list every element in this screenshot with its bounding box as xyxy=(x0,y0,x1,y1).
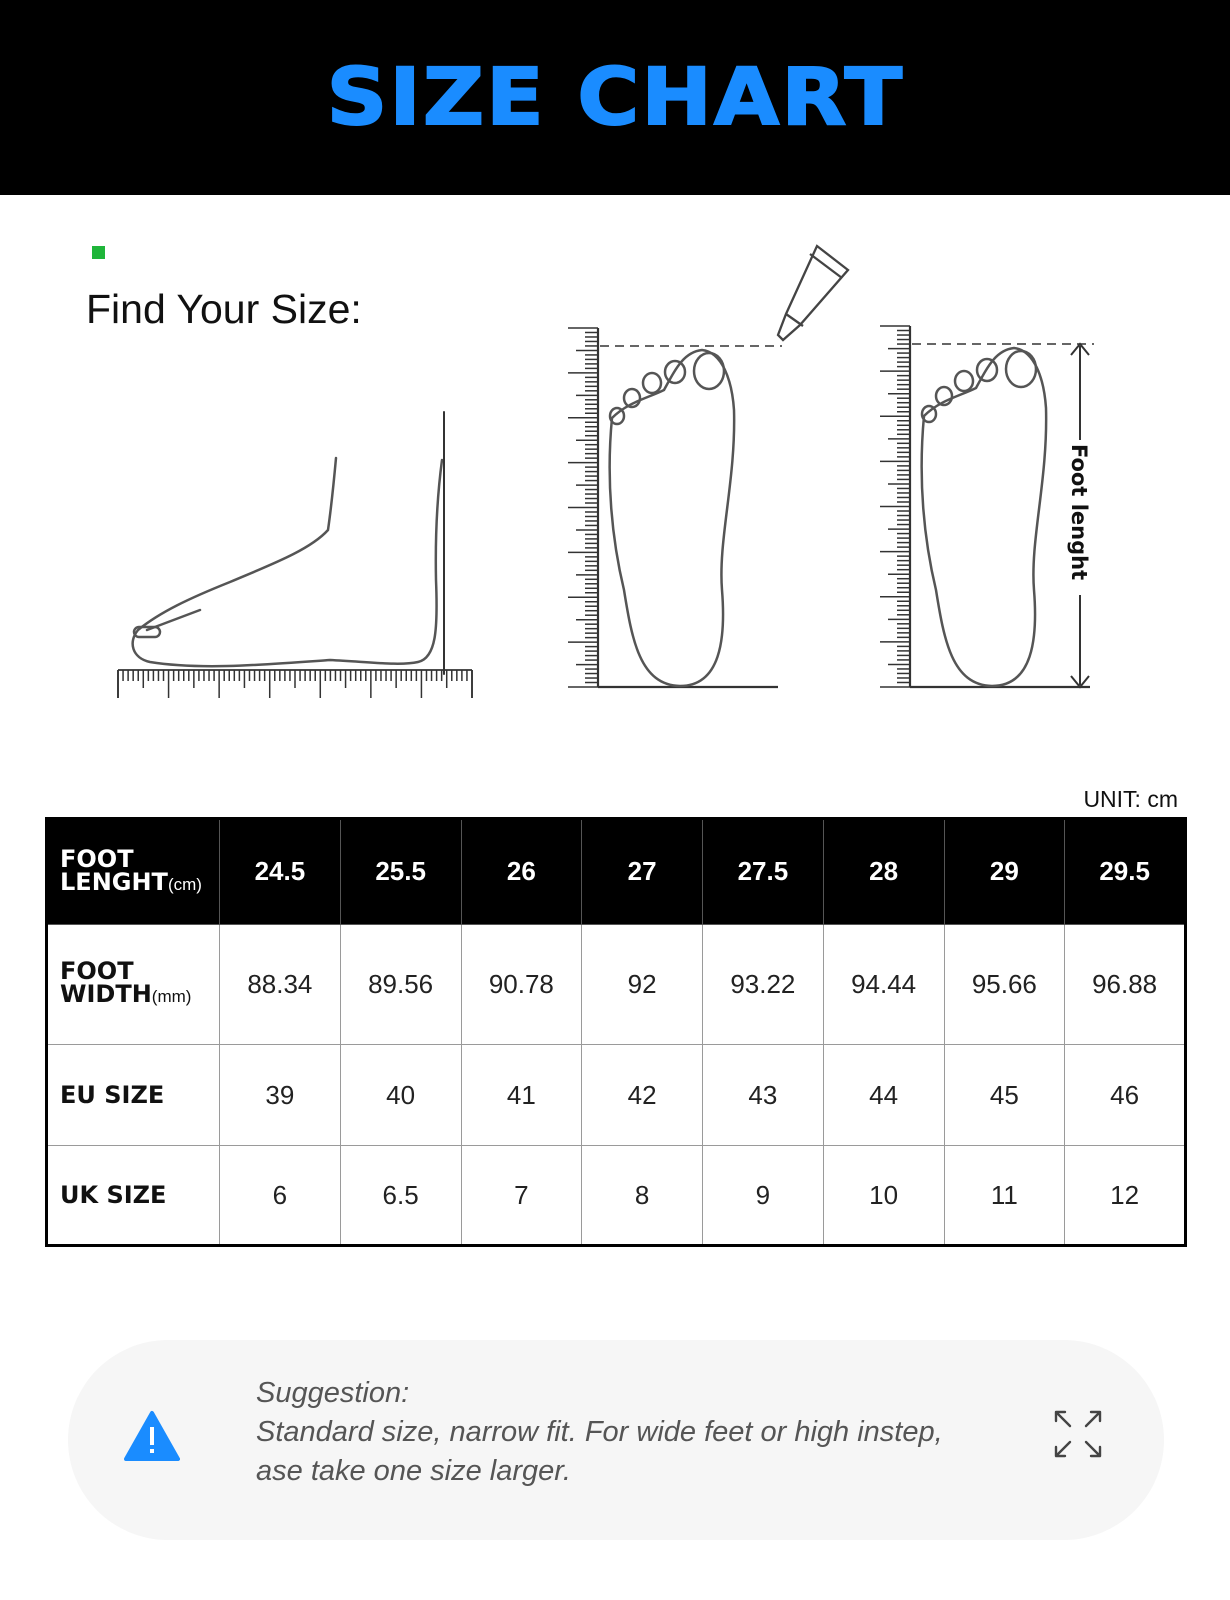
suggestion-line-2: ase take one size larger. xyxy=(256,1455,571,1487)
row-header xyxy=(47,924,220,1044)
row-header-label: UK SIZE xyxy=(60,1180,167,1209)
foot-outline-a xyxy=(610,350,735,686)
table-cell: 26 xyxy=(461,819,582,925)
table-cell: 24.5 xyxy=(220,819,341,925)
foot-outline-b xyxy=(922,348,1047,686)
expand-arrows-icon[interactable] xyxy=(1052,1408,1104,1460)
row-header xyxy=(47,1146,220,1246)
table-cell: 7 xyxy=(461,1146,582,1246)
table-cell: 89.56 xyxy=(340,924,461,1044)
table-cell: 95.66 xyxy=(944,924,1065,1044)
page-title: SIZE CHART xyxy=(326,52,904,143)
table-cell: 10 xyxy=(823,1146,944,1246)
table-cell: 44 xyxy=(823,1044,944,1146)
table-cell: 29 xyxy=(944,819,1065,925)
row-header xyxy=(47,819,220,925)
ruler-foot-b xyxy=(910,326,1094,687)
table-cell: 42 xyxy=(582,1044,703,1146)
table-cell: 25.5 xyxy=(340,819,461,925)
row-header-label: FOOT WIDTH xyxy=(60,957,152,1009)
table-cell: 92 xyxy=(582,924,703,1044)
table-cell: 29.5 xyxy=(1065,819,1186,925)
row-header xyxy=(47,1044,220,1146)
table-cell: 27.5 xyxy=(703,819,824,925)
row-header-label: FOOT LENGHT xyxy=(60,844,168,896)
table-cell: 12 xyxy=(1065,1146,1186,1246)
suggestion-line-1: Standard size, narrow fit. For wide feet or high instep, xyxy=(256,1416,943,1448)
ruler-foot-a xyxy=(598,328,782,687)
table-cell: 93.22 xyxy=(703,924,824,1044)
table-row xyxy=(47,1044,1186,1146)
table-row xyxy=(47,1146,1186,1246)
table-cell: 9 xyxy=(703,1146,824,1246)
unit-label: UNIT: cm xyxy=(1083,786,1178,812)
table-cell: 6 xyxy=(220,1146,341,1246)
table-cell: 96.88 xyxy=(1065,924,1186,1044)
row-header-unit: (mm) xyxy=(151,987,192,1007)
find-size-heading: Find Your Size: xyxy=(86,286,362,332)
foot-measurement-illustration xyxy=(0,240,1230,720)
table-cell: 28 xyxy=(823,819,944,925)
row-header-unit: (cm) xyxy=(167,874,202,894)
side-foot-drawing xyxy=(133,412,444,674)
table-cell: 41 xyxy=(461,1044,582,1146)
foot-length-label: Foot lenght xyxy=(1067,444,1091,581)
table-cell: 94.44 xyxy=(823,924,944,1044)
row-header-label: EU SIZE xyxy=(60,1080,165,1109)
warning-triangle-icon xyxy=(124,1410,180,1462)
header-bar xyxy=(0,0,1230,195)
suggestion-box xyxy=(68,1340,1164,1540)
table-cell: 88.34 xyxy=(220,924,341,1044)
suggestion-title: Suggestion: xyxy=(256,1377,410,1409)
table-cell: 46 xyxy=(1065,1044,1186,1146)
table-cell: 43 xyxy=(703,1044,824,1146)
table-row xyxy=(47,819,1186,925)
table-cell: 39 xyxy=(220,1044,341,1146)
suggestion-text xyxy=(256,1374,1016,1491)
table-cell: 8 xyxy=(582,1146,703,1246)
table-cell: 90.78 xyxy=(461,924,582,1044)
table-cell: 11 xyxy=(944,1146,1065,1246)
size-table xyxy=(45,817,1187,1247)
table-cell: 6.5 xyxy=(340,1146,461,1246)
table-cell: 40 xyxy=(340,1044,461,1146)
table-cell: 27 xyxy=(582,819,703,925)
table-row xyxy=(47,924,1186,1044)
table-cell: 45 xyxy=(944,1044,1065,1146)
pencil-icon xyxy=(778,246,848,340)
